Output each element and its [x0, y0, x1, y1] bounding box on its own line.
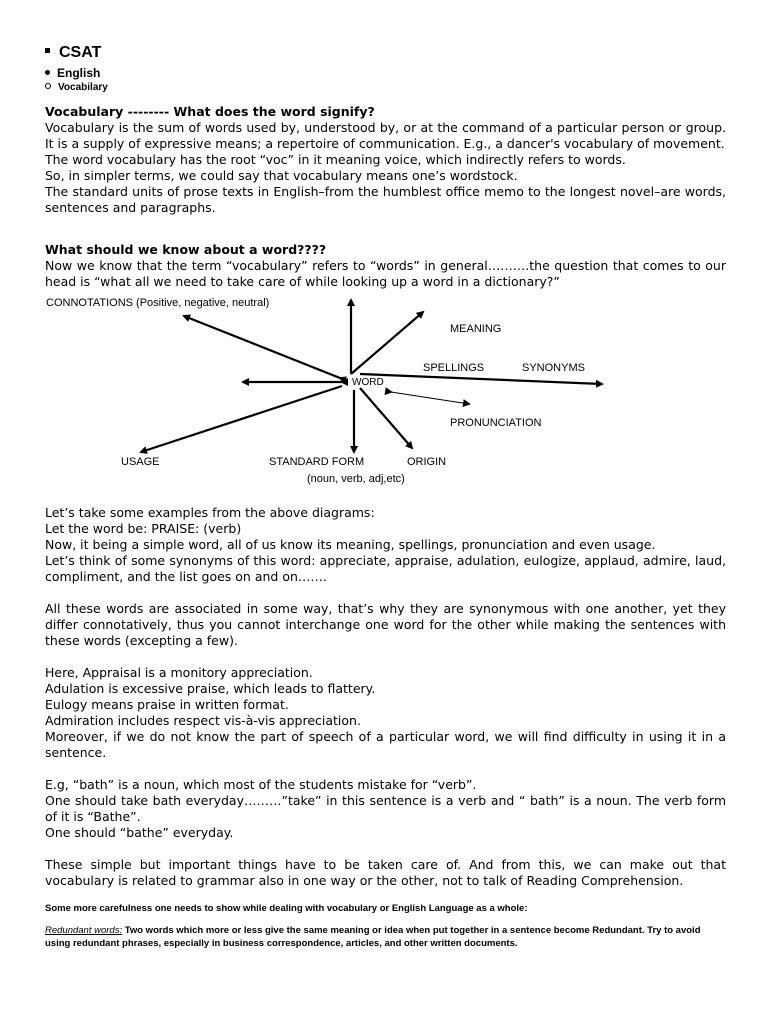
arrow-pronunciation	[391, 392, 469, 404]
label-standard-form-note: (noun, verb, adj,etc)	[307, 473, 405, 485]
paragraph: E.g, “bath” is a noun, which most of the students mistake for “verb”.	[45, 777, 477, 792]
paragraph: Adulation is excessive praise, which leads to flattery.	[45, 681, 376, 696]
paragraph: So, in simpler terms, we could say that vocabulary means one’s wordstock.	[45, 168, 518, 183]
body-text	[45, 505, 726, 889]
paragraph: One should “bathe” everyday.	[45, 825, 234, 840]
label-meaning: MEANING	[450, 323, 502, 335]
paragraph: Now, it being a simple word, all of us know its meaning, spellings, pronunciation and even usage.	[45, 537, 656, 552]
label-usage: USAGE	[121, 456, 160, 468]
paragraph: Now we know that the term “vocabulary” refers to “words” in general……….the question that comes to our head is “what all we need to take care of while looking up a word in a dictionary?”	[45, 258, 726, 289]
word-diagram	[40, 296, 640, 492]
section-word-knowledge	[45, 242, 726, 290]
paragraph: Eulogy means praise in written format.	[45, 697, 289, 712]
redundant-words-label: Redundant words:	[45, 925, 123, 936]
circle-bullet-icon	[45, 83, 51, 89]
arrow-origin	[360, 388, 412, 448]
arrow-meaning	[351, 312, 423, 374]
paragraph: The standard units of prose texts in English–from the humblest office memo to the longest novel–are words, sentences and paragraphs.	[45, 184, 726, 215]
label-standard-form: STANDARD FORM	[269, 456, 365, 468]
arrow-synonyms	[360, 374, 602, 384]
heading-level3: Vocabilary	[45, 82, 108, 93]
arrow-usage	[141, 386, 342, 452]
section-heading: Vocabulary -------- What does the word signify?	[45, 104, 375, 119]
label-spellings: SPELLINGS	[423, 362, 485, 374]
label-origin: ORIGIN	[407, 456, 447, 468]
paragraph: Moreover, if we do not know the part of speech of a particular word, we will find difficulty in using it in a sentence.	[45, 729, 726, 760]
label-synonyms: SYNONYMS	[522, 362, 585, 374]
square-bullet-icon	[45, 48, 50, 53]
paragraph: All these words are associated in some way, that’s why they are synonymous with one another, yet they differ connotatively, thus you cannot interchange one word for the other while making the sentences with these words (excepting a few).	[45, 601, 726, 648]
heading-level1: CSAT	[45, 44, 101, 62]
redundant-words-text: Two words which more or less give the same meaning or idea when put together in a sentence become Redundant. Try to avoid using redundant phrases, especially in business correspondence, articles, and other written documents.	[45, 925, 701, 949]
paragraph: Vocabulary is the sum of words used by, understood by, or at the command of a particular person or group. It is a supply of expressive means; a repertoire of communication. E.g., a dancer's vocabulary of movement.	[45, 120, 726, 151]
paragraph: Let’s take some examples from the above diagrams:	[45, 505, 375, 520]
arrow-connotations	[184, 316, 340, 378]
paragraph: Let the word be: PRAISE: (verb)	[45, 521, 242, 536]
redundant-words-note	[45, 924, 725, 950]
paragraph: These simple but important things have to be taken care of. And from this, we can make out that vocabulary is related to grammar also in one way or the other, not to talk of Reading Comprehension.	[45, 857, 726, 888]
disc-bullet-icon	[45, 70, 50, 75]
section-vocabulary	[45, 104, 726, 216]
paragraph: Let’s think of some synonyms of this word: appreciate, appraise, adulation, eulogize, applaud, admire, laud, compliment, and the list goes on and on…….	[45, 553, 726, 584]
label-pronunciation: PRONUNCIATION	[450, 417, 542, 429]
section-heading: What should we know about a word????	[45, 242, 327, 257]
footer-note: Some more carefulness one needs to show while dealing with vocabulary or English Language as a whole:	[45, 903, 528, 914]
paragraph: Admiration includes respect vis-à-vis appreciation.	[45, 713, 361, 728]
paragraph: Here, Appraisal is a monitory appreciation.	[45, 665, 313, 680]
label-word: WORD	[352, 377, 384, 388]
heading-level2: English	[45, 66, 100, 80]
label-connotations: CONNOTATIONS (Positive, negative, neutral)	[46, 297, 270, 309]
paragraph: One should take bath everyday………”take” in this sentence is a verb and “ bath” is a noun. The verb form of it is “Bathe”.	[45, 793, 726, 824]
paragraph: The word vocabulary has the root “voc” in it meaning voice, which indirectly refers to words.	[45, 152, 626, 167]
